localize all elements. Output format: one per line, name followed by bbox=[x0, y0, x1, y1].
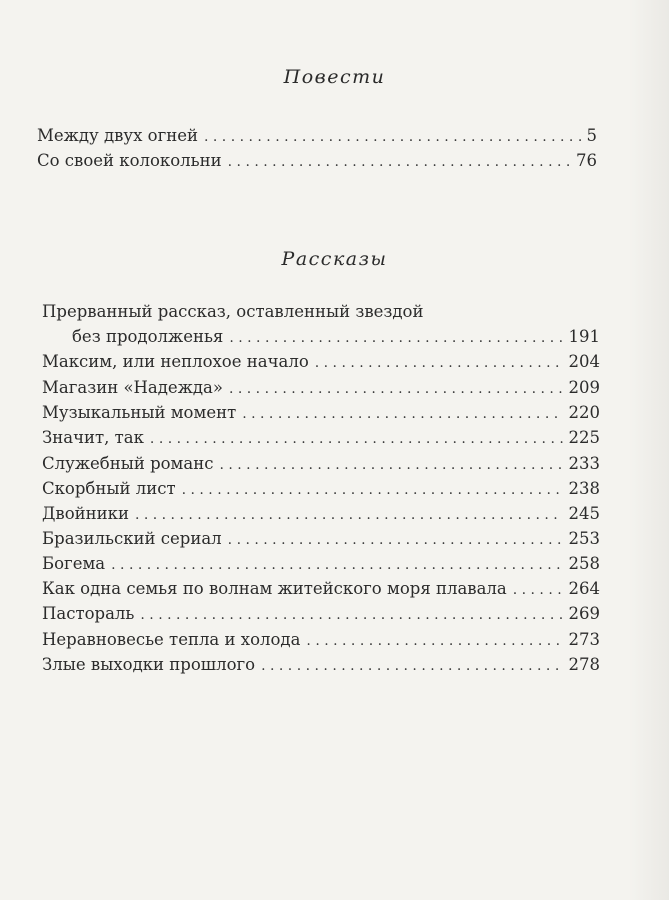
toc-entry[interactable] bbox=[42, 629, 600, 652]
toc-entry-title: Неравновесье тепла и холода bbox=[42, 630, 301, 649]
toc-entry[interactable] bbox=[42, 377, 600, 400]
toc-entry-title: Злые выходки прошлого bbox=[42, 655, 256, 674]
toc-entry-title: Максим, или неплохое начало bbox=[42, 352, 309, 371]
toc-entry[interactable] bbox=[42, 553, 600, 576]
page-edge-shadow bbox=[629, 0, 669, 900]
toc-entry-page: 273 bbox=[568, 630, 600, 649]
toc-entry-page: 245 bbox=[568, 504, 600, 523]
toc-entry-page: 264 bbox=[568, 579, 600, 598]
toc-entry[interactable] bbox=[72, 326, 600, 349]
dot-leader bbox=[150, 428, 563, 450]
dot-leader bbox=[513, 579, 563, 601]
dot-leader bbox=[229, 327, 562, 349]
dot-leader bbox=[306, 630, 562, 652]
dot-leader bbox=[315, 352, 563, 374]
toc-entry-page: 278 bbox=[568, 655, 600, 674]
section-heading-povesti: Повести bbox=[283, 66, 386, 88]
toc-entry[interactable] bbox=[37, 125, 597, 148]
toc-entry-page: 5 bbox=[586, 126, 597, 145]
toc-entry[interactable] bbox=[42, 478, 600, 501]
dot-leader bbox=[228, 529, 563, 551]
toc-entry[interactable] bbox=[42, 453, 600, 476]
toc-entry-title: Пастораль bbox=[42, 604, 135, 623]
toc-entry-title: Между двух огней bbox=[37, 126, 198, 145]
dot-leader bbox=[219, 454, 562, 476]
toc-entry[interactable] bbox=[42, 402, 600, 425]
toc-entry-title: Со своей колокольни bbox=[37, 151, 222, 170]
toc-entry-title: Богема bbox=[42, 554, 106, 573]
toc-entry[interactable] bbox=[42, 528, 600, 551]
dot-leader bbox=[228, 151, 570, 173]
dot-leader bbox=[140, 604, 562, 626]
toc-entry-page: 76 bbox=[576, 151, 597, 170]
toc-entry-page: 233 bbox=[568, 454, 600, 473]
dot-leader bbox=[111, 554, 562, 576]
toc-entry-page: 209 bbox=[568, 378, 600, 397]
dot-leader bbox=[135, 504, 563, 526]
dot-leader bbox=[182, 479, 563, 501]
toc-entry[interactable] bbox=[42, 427, 600, 450]
toc-entry-page: 269 bbox=[568, 604, 600, 623]
toc-entry-page: 253 bbox=[568, 529, 600, 548]
toc-entry-page: 258 bbox=[568, 554, 600, 573]
toc-entry-title: Магазин «Надежда» bbox=[42, 378, 223, 397]
toc-entry[interactable] bbox=[42, 654, 600, 677]
toc-entry-page: 191 bbox=[568, 327, 600, 346]
toc-entry-title: Двойники bbox=[42, 504, 129, 523]
toc-entry[interactable] bbox=[37, 150, 597, 173]
toc-entry[interactable] bbox=[42, 503, 600, 526]
dot-leader bbox=[261, 655, 562, 677]
toc-entry-title: Служебный романс bbox=[42, 454, 214, 473]
toc-entry-title: Как одна семья по волнам житейского моря плавала bbox=[42, 579, 507, 598]
toc-entry[interactable] bbox=[42, 603, 600, 626]
toc-entry-title-line2: без продолженья bbox=[72, 327, 224, 346]
toc-entry-title: Скорбный лист bbox=[42, 479, 176, 498]
toc-entry-title: Музыкальный момент bbox=[42, 403, 237, 422]
toc-entry[interactable] bbox=[42, 578, 600, 601]
dot-leader bbox=[242, 403, 562, 425]
toc-entry-page: 220 bbox=[568, 403, 600, 422]
toc-entry-title: Бразильский сериал bbox=[42, 529, 222, 548]
toc-entry[interactable] bbox=[42, 351, 600, 374]
toc-entry-title-line1[interactable]: Прерванный рассказ, оставленный звездой bbox=[42, 302, 424, 321]
section-heading-rasskazy: Рассказы bbox=[281, 248, 388, 270]
dot-leader bbox=[229, 378, 563, 400]
toc-entry-page: 225 bbox=[568, 428, 600, 447]
toc-entry-page: 238 bbox=[568, 479, 600, 498]
dot-leader bbox=[204, 126, 581, 148]
toc-entry-page: 204 bbox=[568, 352, 600, 371]
toc-entry-title: Значит, так bbox=[42, 428, 144, 447]
